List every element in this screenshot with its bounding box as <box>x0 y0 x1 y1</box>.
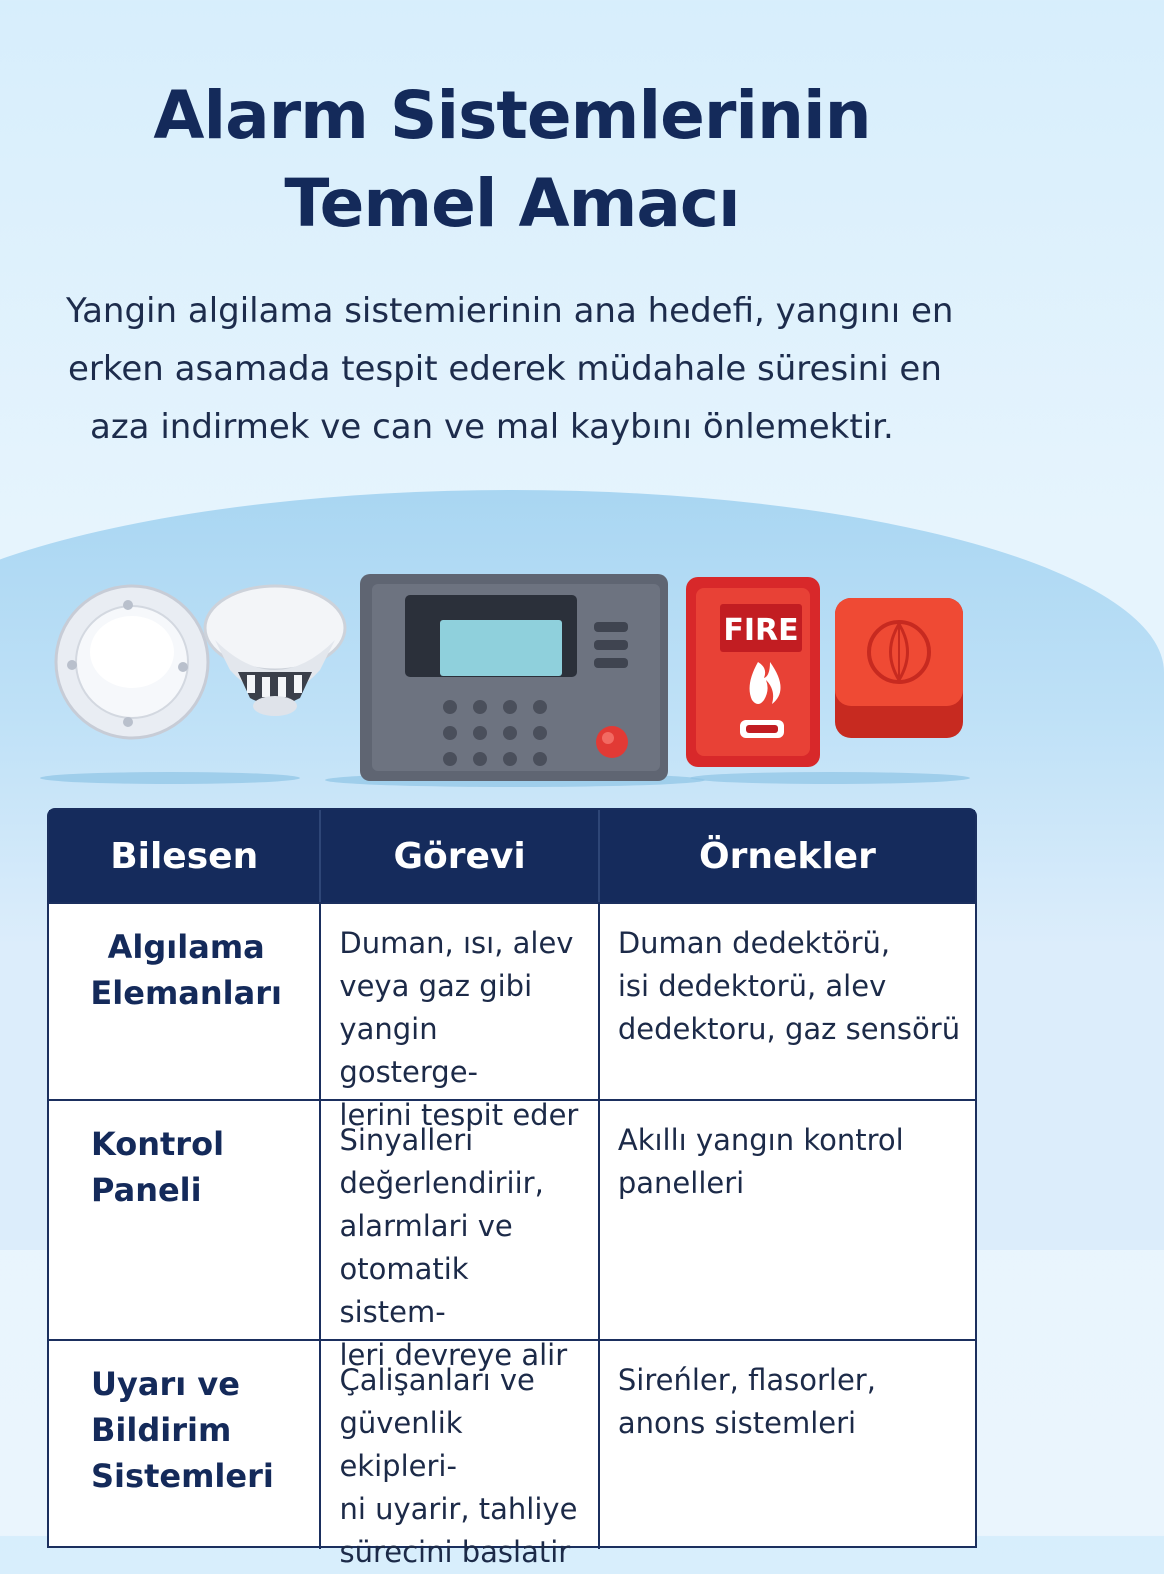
cell-line: güvenlik ekipleri- <box>339 1406 463 1483</box>
alarm-siren-icon <box>835 598 963 738</box>
cell-line: Uyarı ve <box>91 1365 240 1403</box>
cell-line: alarmlari ve <box>339 1209 513 1243</box>
components-table <box>47 808 977 1569</box>
cell-line: sürecini baslatir <box>339 1535 571 1569</box>
cell-line: Kontrol <box>91 1125 225 1163</box>
cell-line: dedektoru, gaz sensörü <box>617 1012 961 1046</box>
cell-line: değerlendiriir, <box>339 1166 544 1200</box>
smoke-detector-dome-icon <box>205 586 345 716</box>
page-title <box>0 72 1024 248</box>
component-cell <box>49 904 321 1099</box>
cell-line: veya gaz gibi <box>339 969 533 1003</box>
cell-line: Elemanları <box>90 974 282 1012</box>
cell-line: otomatik sistem- <box>339 1252 469 1329</box>
table-row <box>49 902 975 1132</box>
cell-line: isi dedektorü, alev <box>617 969 887 1003</box>
intro-line: Yangin algilama sistemierinin ana hedefi, yangını en <box>66 291 954 331</box>
task-cell <box>321 1101 599 1372</box>
cell-line: Sireńler, flasorler, <box>617 1363 876 1397</box>
intro-line: erken asamada tespit ederek müdahale süresini en <box>68 349 942 389</box>
title-line: Temel Amacı <box>284 165 740 242</box>
cell-line: ni uyarir, tahliye <box>339 1492 578 1526</box>
cell-line: Bildirim <box>91 1411 232 1449</box>
title-line: Alarm Sistemlerinin <box>153 77 871 154</box>
task-cell <box>321 904 599 1132</box>
examples-cell <box>600 1101 975 1339</box>
control-panel-icon <box>360 574 668 781</box>
cell-line: panelleri <box>617 1166 745 1200</box>
header-examples: Örnekler <box>698 835 876 877</box>
device-illustration <box>0 560 1024 800</box>
table-header <box>49 810 975 902</box>
intro-line: aza indirmek ve can ve mal kaybını önlemektir. <box>90 407 894 447</box>
examples-cell <box>600 1341 975 1549</box>
table-row <box>49 1339 975 1569</box>
fire-call-point-icon <box>686 577 820 767</box>
cell-line: Duman dedektörü, <box>617 926 891 960</box>
cell-line: Paneli <box>91 1171 202 1209</box>
cell-line: Algılama <box>107 928 265 966</box>
cell-line: Sinyalleri <box>339 1123 474 1157</box>
header-component: Bilesen <box>49 810 321 902</box>
cell-line: Akıllı yangın kontrol <box>617 1123 904 1157</box>
smoke-detector-flat-icon <box>56 586 208 738</box>
component-cell <box>49 1101 321 1339</box>
component-cell <box>49 1341 321 1549</box>
examples-cell <box>600 904 975 1099</box>
table-row <box>49 1099 975 1372</box>
cell-line: lerini tespit eder <box>339 1098 579 1132</box>
cell-line: Çalişanları ve <box>339 1363 535 1397</box>
call-point-label: FIRE <box>723 613 799 648</box>
cell-line: Sistemleri <box>91 1457 274 1495</box>
header-task: Görevi <box>321 810 599 902</box>
cell-line: anons sistemleri <box>617 1406 857 1440</box>
cell-line: yangin gosterge- <box>339 1012 479 1089</box>
task-cell <box>321 1341 599 1569</box>
cell-line: leri devreye alir <box>339 1338 568 1372</box>
intro-paragraph <box>66 282 996 456</box>
cell-line: Duman, ısı, alev <box>339 926 574 960</box>
